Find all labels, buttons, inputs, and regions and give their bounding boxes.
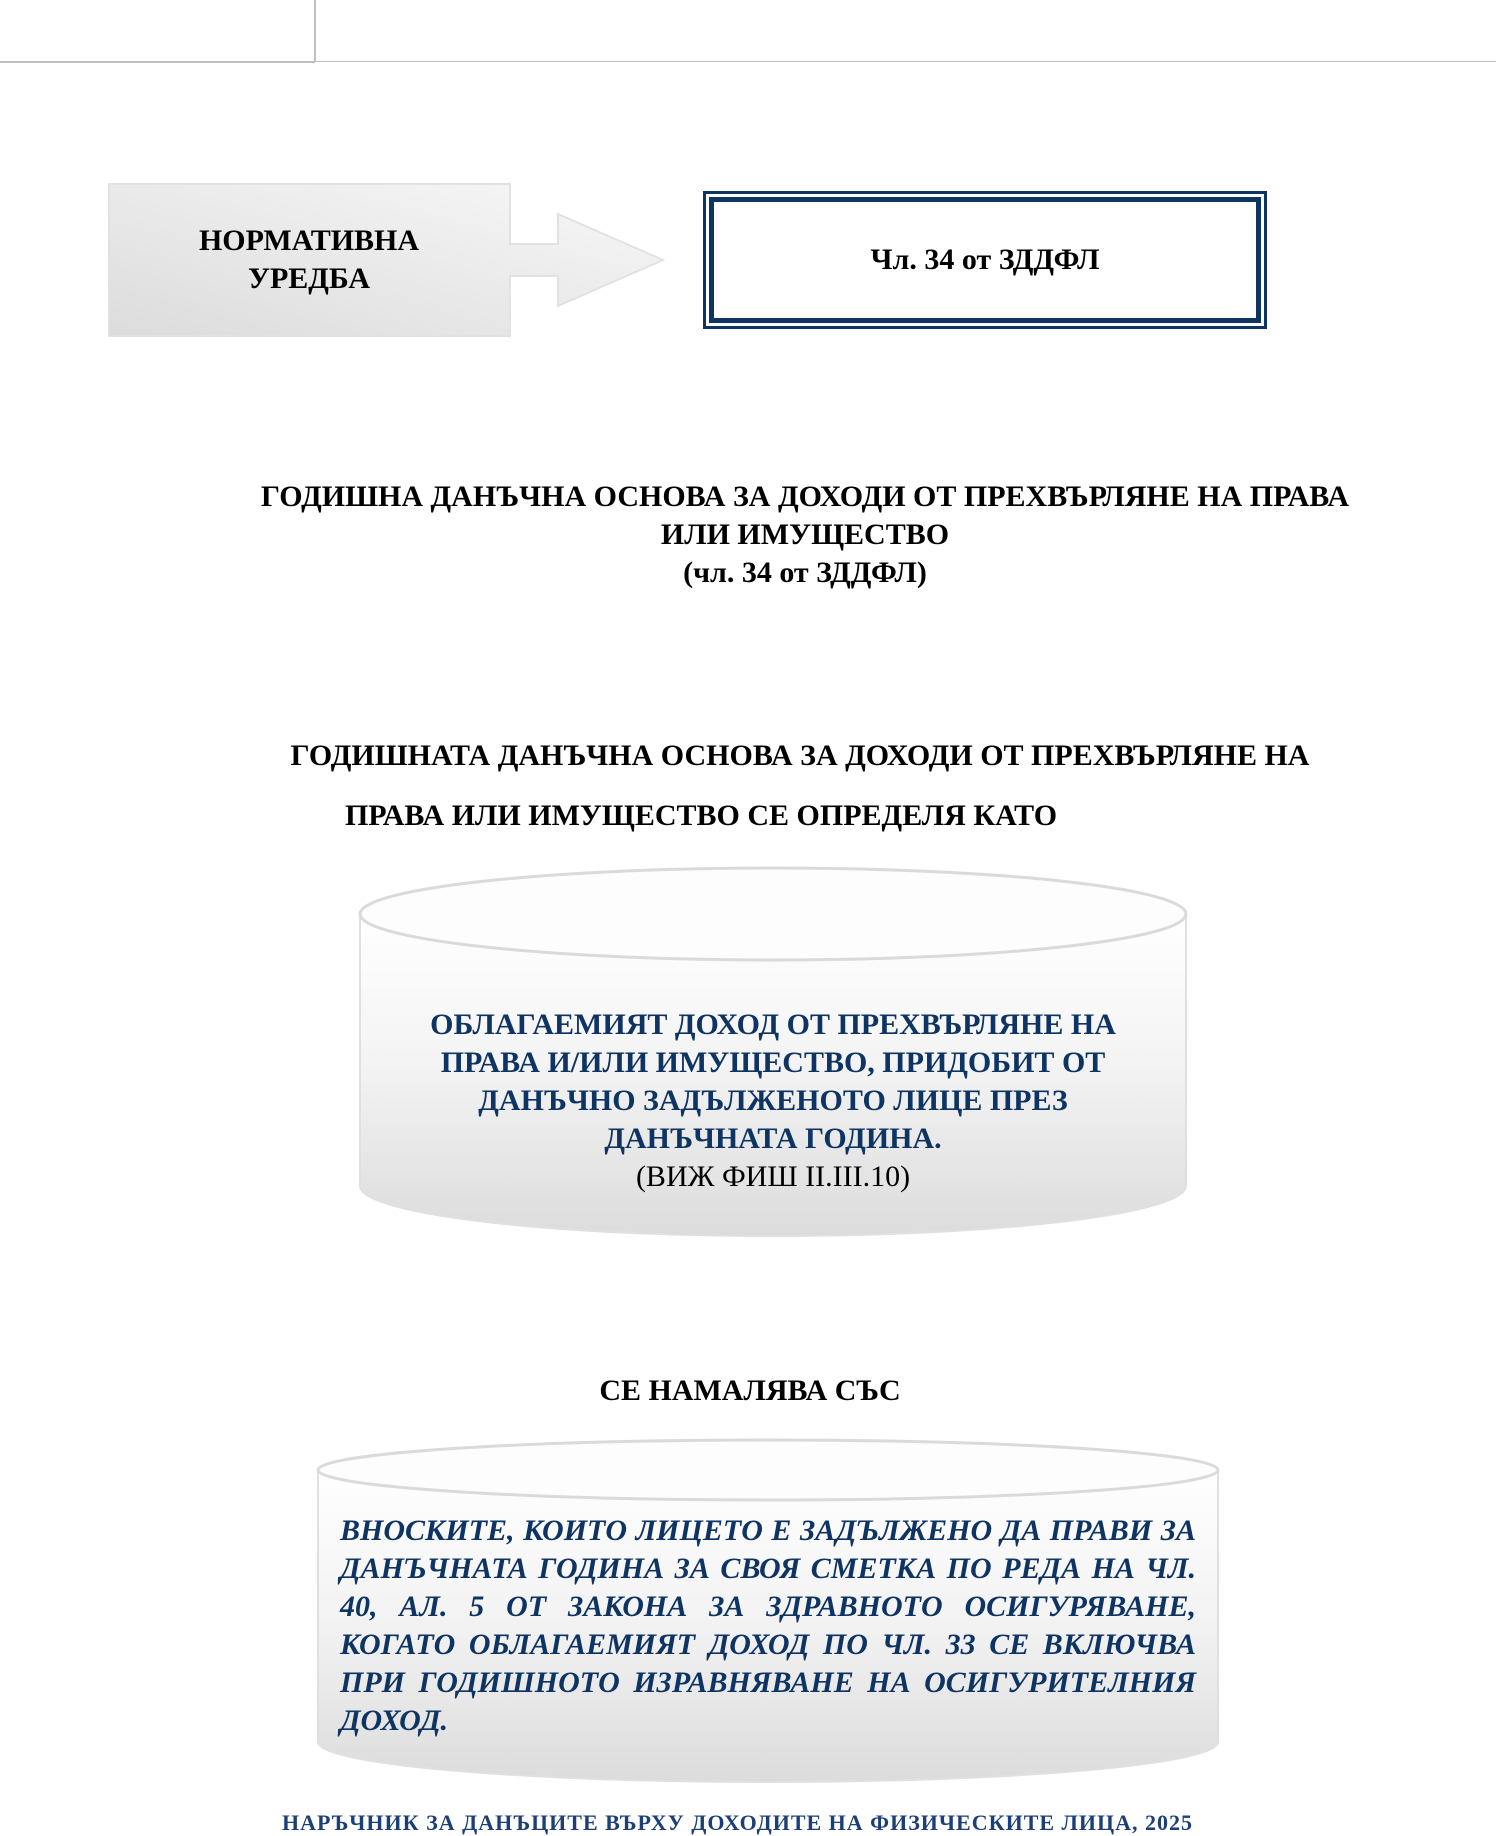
page-title-reference: (чл. 34 от ЗДДФЛ) bbox=[683, 556, 927, 589]
taxable-income-line: ДАНЪЧНО ЗАДЪЛЖЕНОТО ЛИЦЕ ПРЕЗ bbox=[478, 1084, 1068, 1117]
law-reference-box bbox=[703, 191, 1267, 329]
reduced-by-label: СЕ НАМАЛЯВА СЪС bbox=[599, 1374, 901, 1407]
normative-basis-label bbox=[108, 183, 510, 337]
section-heading-line1: ГОДИШНАТА ДАНЪЧНА ОСНОВА ЗА ДОХОДИ ОТ ПРЕХВЪРЛЯНЕ НА bbox=[290, 739, 1310, 772]
section-heading-line2: ПРАВА ИЛИ ИМУЩЕСТВО СЕ ОПРЕДЕЛЯ КАТО bbox=[344, 799, 1058, 832]
header-divider-vertical bbox=[314, 0, 316, 62]
law-reference-label: Чл. 34 от ЗДДФЛ bbox=[870, 243, 1100, 276]
page-title-line2: ИЛИ ИМУЩЕСТВО bbox=[660, 518, 950, 551]
normative-basis-callout bbox=[108, 183, 668, 337]
page-title bbox=[180, 478, 1430, 592]
taxable-income-line: ДАНЪЧНАТА ГОДИНА. bbox=[604, 1122, 942, 1155]
page-footer: НАРЪЧНИК ЗА ДАНЪЦИТЕ ВЪРХУ ДОХОДИТЕ НА ФИЗИЧЕСКИТЕ ЛИЦА, 2025 bbox=[282, 1810, 1194, 1835]
normative-basis-line2: УРЕДБА bbox=[247, 262, 371, 295]
deductions-text: ВНОСКИТЕ, КОИТО ЛИЦЕТО Е ЗАДЪЛЖЕНО ДА ПРАВИ ЗА ДАНЪЧНАТА ГОДИНА ЗА СВОЯ СМЕТКА ПО РЕДА НА ЧЛ. 40, АЛ. 5 ОТ ЗАКОНА ЗА ЗДРАВНОТО ОСИГУРЯВАНЕ, КОГАТО ОБЛАГАЕМИЯТ ДОХОД ПО ЧЛ. 33 СЕ ВКЛЮЧВА ПРИ ГОДИШНОТО ИЗРАВНЯВАНЕ НА ОСИГУРИТЕЛНИЯ ДОХОД. bbox=[340, 1514, 1196, 1737]
page-title-line1: ГОДИШНА ДАНЪЧНА ОСНОВА ЗА ДОХОДИ ОТ ПРЕХВЪРЛЯНЕ НА ПРАВА bbox=[260, 480, 1350, 513]
see-sheet-reference: (ВИЖ ФИШ II.III.10) bbox=[635, 1160, 911, 1193]
normative-basis-line1: НОРМАТИВНА bbox=[198, 224, 420, 257]
taxable-income-cylinder bbox=[358, 866, 1188, 1240]
taxable-income-text bbox=[378, 1006, 1168, 1196]
taxable-income-line: ОБЛАГАЕМИЯТ ДОХОД ОТ ПРЕХВЪРЛЯНЕ НА bbox=[430, 1008, 1116, 1041]
deductions-cylinder bbox=[316, 1436, 1220, 1792]
taxable-income-line: ПРАВА И/ИЛИ ИМУЩЕСТВО, ПРИДОБИТ ОТ bbox=[440, 1046, 1106, 1079]
section-heading bbox=[200, 726, 1400, 846]
header-rule-left-accent bbox=[0, 61, 315, 63]
